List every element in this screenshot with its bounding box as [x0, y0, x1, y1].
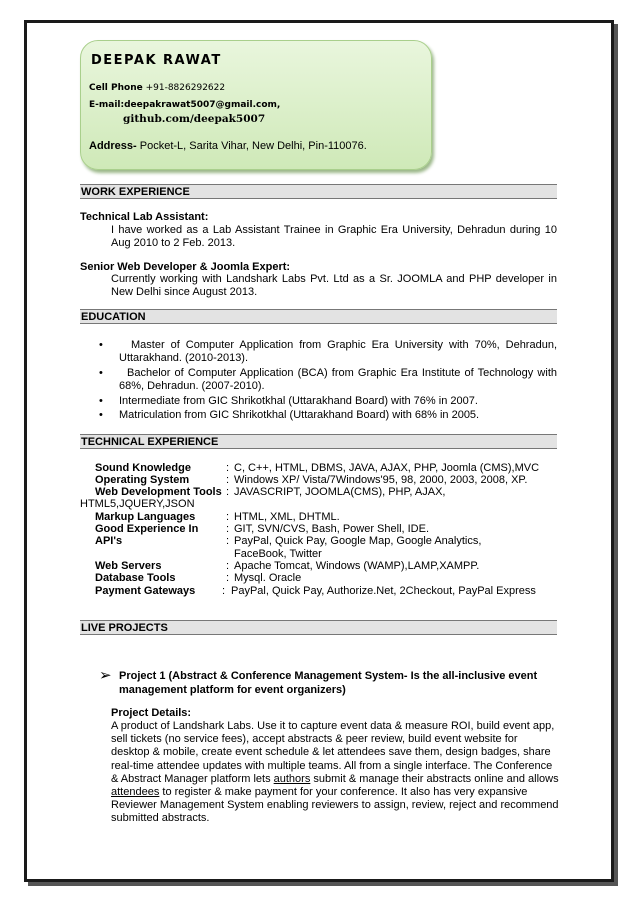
- tech-label: Sound Knowledge: [95, 462, 191, 474]
- address-label: Address-: [89, 140, 137, 152]
- tech-separator: :: [226, 462, 230, 474]
- cell-phone-line: [89, 83, 225, 93]
- tech-label: API's: [95, 535, 123, 547]
- tech-label: Markup Languages: [95, 511, 196, 523]
- address-line: [89, 140, 367, 152]
- arrow-bullet-icon: ➢: [99, 667, 112, 684]
- address-value: Pocket-L, Sarita Vihar, New Delhi, Pin-110076.: [139, 140, 367, 152]
- live-projects-heading: LIVE PROJECTS: [80, 620, 557, 635]
- tech-separator: :: [226, 511, 230, 523]
- education-item: [99, 409, 557, 422]
- job-title: Technical Lab Assistant:: [80, 211, 209, 223]
- tech-label: Database Tools: [95, 572, 176, 584]
- tech-separator: :: [226, 486, 230, 498]
- tech-label: Web Development Tools: [95, 486, 222, 498]
- education-text: Matriculation from GIC Shrikotkhal (Uttarakhand Board) with 68% in 2005.: [119, 409, 480, 421]
- tech-value: Apache Tomcat, Windows (WAMP),LAMP,XAMPP.: [234, 560, 480, 572]
- tech-value: PayPal, Quick Pay, Authorize.Net, 2Checkout, PayPal Express: [231, 585, 536, 597]
- tech-separator: :: [226, 535, 230, 547]
- tech-value: Mysql. Oracle: [234, 572, 302, 584]
- education-text: Bachelor of Computer Application (BCA) from Graphic Era Institute of Technology with 68%, Dehradun. (2007-2010).: [119, 367, 557, 392]
- tech-separator: :: [226, 560, 230, 572]
- github-link[interactable]: github.com/deepak5007: [123, 113, 266, 125]
- project-title: Project 1 (Abstract & Conference Management System- Is the all-inclusive event management platform for event organizers): [119, 670, 538, 696]
- tech-label: Good Experience In: [95, 523, 199, 535]
- project-details-label: Project Details:: [111, 707, 192, 719]
- education-item: [99, 367, 557, 393]
- education-item: [99, 339, 557, 365]
- bullet-icon: •: [99, 367, 103, 379]
- tech-value: HTML, XML, DHTML.: [234, 511, 340, 523]
- tech-label: Operating System: [95, 474, 190, 486]
- details-text: A product of Landshark Labs. Use it to capture event data & measure ROI, build event app, sell tickets (no service fees), accept abstracts & peer review, build event website for desktop & mobile, create event schedule & let attendees save them, design badges, share real-time attendee updates with multiple teams. All from a single interface. The Conference & Abstract Manager platform lets: [111, 720, 555, 785]
- education-text: Intermediate from GIC Shrikotkhal (Uttarakhand Board) with 76% in 2007.: [119, 395, 478, 407]
- job-description: Currently working with Landshark Labs Pvt. Ltd as a Sr. JOOMLA and PHP developer in New Delhi since August 2013.: [111, 273, 557, 298]
- tech-separator: :: [222, 585, 226, 597]
- candidate-name: DEEPAK RAWAT: [91, 53, 222, 68]
- job-title: Senior Web Developer & Joomla Expert:: [80, 261, 291, 273]
- bullet-icon: •: [99, 395, 103, 407]
- bullet-icon: •: [99, 409, 103, 421]
- education-text: Master of Computer Application from Graphic Era University with 70%, Dehradun, Uttarakhand. (2010-2013).: [119, 339, 557, 364]
- attendees-link[interactable]: attendees: [111, 786, 160, 799]
- tech-value: JAVASCRIPT, JOOMLA(CMS), PHP, AJAX,: [234, 486, 446, 498]
- details-text: submit & manage their abstracts online and allows: [310, 772, 559, 785]
- tech-separator: :: [226, 474, 230, 486]
- job-description: I have worked as a Lab Assistant Trainee in Graphic Era University, Dehradun during 10 Aug 2010 to 2 Feb. 2013.: [111, 224, 557, 249]
- tech-label: Payment Gateways: [95, 585, 196, 597]
- authors-link[interactable]: authors: [273, 772, 311, 785]
- email-line: [89, 100, 280, 110]
- email-label: E-mail:: [89, 100, 125, 110]
- education-heading: EDUCATION: [80, 309, 557, 324]
- cell-phone-label: Cell Phone: [89, 83, 143, 93]
- email-value[interactable]: deepakrawat5007@gmail.com,: [124, 100, 281, 110]
- tech-value: PayPal, Quick Pay, Google Map, Google Analytics, FaceBook, Twitter: [234, 535, 482, 560]
- technical-experience-heading: TECHNICAL EXPERIENCE: [80, 434, 557, 449]
- education-item: [99, 395, 557, 408]
- tech-value: GIT, SVN/CVS, Bash, Power Shell, IDE.: [234, 523, 430, 535]
- bullet-icon: •: [99, 339, 103, 351]
- tech-value: Windows XP/ Vista/7Windows'95, 98, 2000, 2003, 2008, XP.: [234, 474, 528, 486]
- details-text: to register & make payment for your conference. It also has very expansive Reviewer Management System enabling reviewers to assign, review, reject and recommend submitted abstracts.: [111, 786, 559, 825]
- tech-separator: :: [226, 523, 230, 535]
- tech-label: Web Servers: [95, 560, 162, 572]
- tech-separator: :: [226, 572, 230, 584]
- tech-value-continued: HTML5,JQUERY,JSON: [80, 498, 195, 510]
- work-experience-heading: WORK EXPERIENCE: [80, 184, 557, 199]
- cell-phone-value: +91-8826292622: [145, 83, 226, 93]
- project-details-text: [111, 720, 559, 826]
- contact-header-box: [80, 40, 432, 170]
- tech-value: C, C++, HTML, DBMS, JAVA, AJAX, PHP, Joomla (CMS),MVC: [234, 462, 540, 474]
